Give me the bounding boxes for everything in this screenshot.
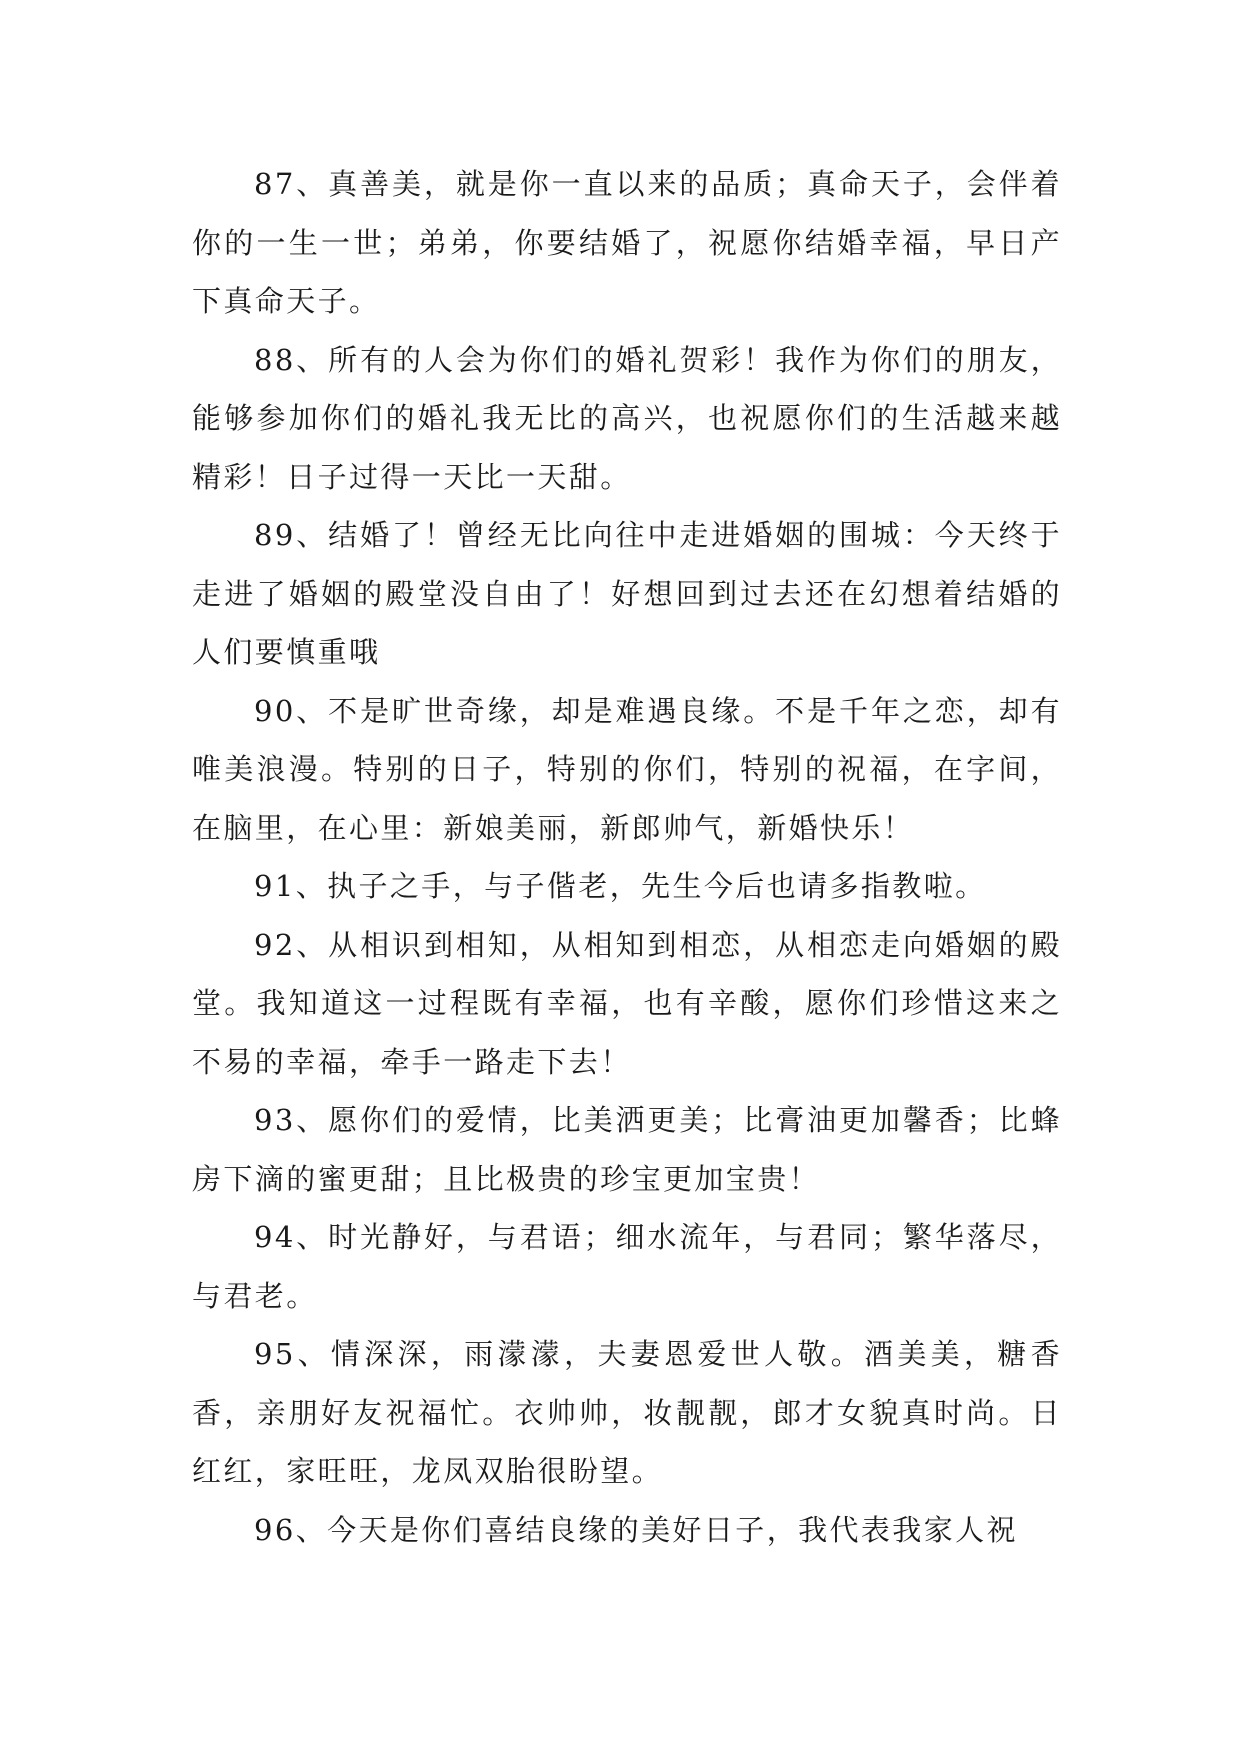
paragraph-90: 90、不是旷世奇缘，却是难遇良缘。不是千年之恋，却有唯美浪漫。特别的日子，特别的你们，特别的祝福，在字间，在脑里，在心里：新娘美丽，新郎帅气，新婚快乐！: [192, 693, 1062, 845]
paragraph-92: 92、从相识到相知，从相知到相恋，从相恋走向婚姻的殿堂。我知道这一过程既有幸福，也有辛酸，愿你们珍惜这来之不易的幸福，牵手一路走下去！: [192, 927, 1062, 1079]
paragraph-93: 93、愿你们的爱情，比美洒更美；比膏油更加馨香；比蜂房下滴的蜜更甜；且比极贵的珍宝更加宝贵！: [192, 1103, 1062, 1196]
paragraph-94: 94、时光静好，与君语；细水流年，与君同；繁华落尽，与君老。: [192, 1220, 1062, 1313]
paragraph-88: 88、所有的人会为你们的婚礼贺彩！我作为你们的朋友，能够参加你们的婚礼我无比的高兴，也祝愿你们的生活越来越精彩！日子过得一天比一天甜。: [192, 342, 1062, 494]
paragraph-91: 91、执子之手，与子偕老，先生今后也请多指教啦。: [254, 869, 987, 903]
paragraph-87: 87、真善美，就是你一直以来的品质；真命天子，会伴着你的一生一世；弟弟，你要结婚了，祝愿你结婚幸福，早日产下真命天子。: [192, 167, 1062, 318]
paragraph-95: 95、情深深，雨濛濛，夫妻恩爱世人敬。酒美美，糖香香，亲朋好友祝福忙。衣帅帅，妆靓靓，郎才女貌真时尚。日红红，家旺旺，龙凤双胎很盼望。: [192, 1337, 1062, 1488]
document-body: [192, 155, 1062, 1559]
paragraph-96: 96、今天是你们喜结良缘的美好日子，我代表我家人祝: [254, 1512, 1018, 1547]
paragraph-89: 89、结婚了！曾经无比向往中走进婚姻的围城：今天终于走进了婚姻的殿堂没自由了！好想回到过去还在幻想着结婚的人们要慎重哦: [192, 518, 1062, 669]
